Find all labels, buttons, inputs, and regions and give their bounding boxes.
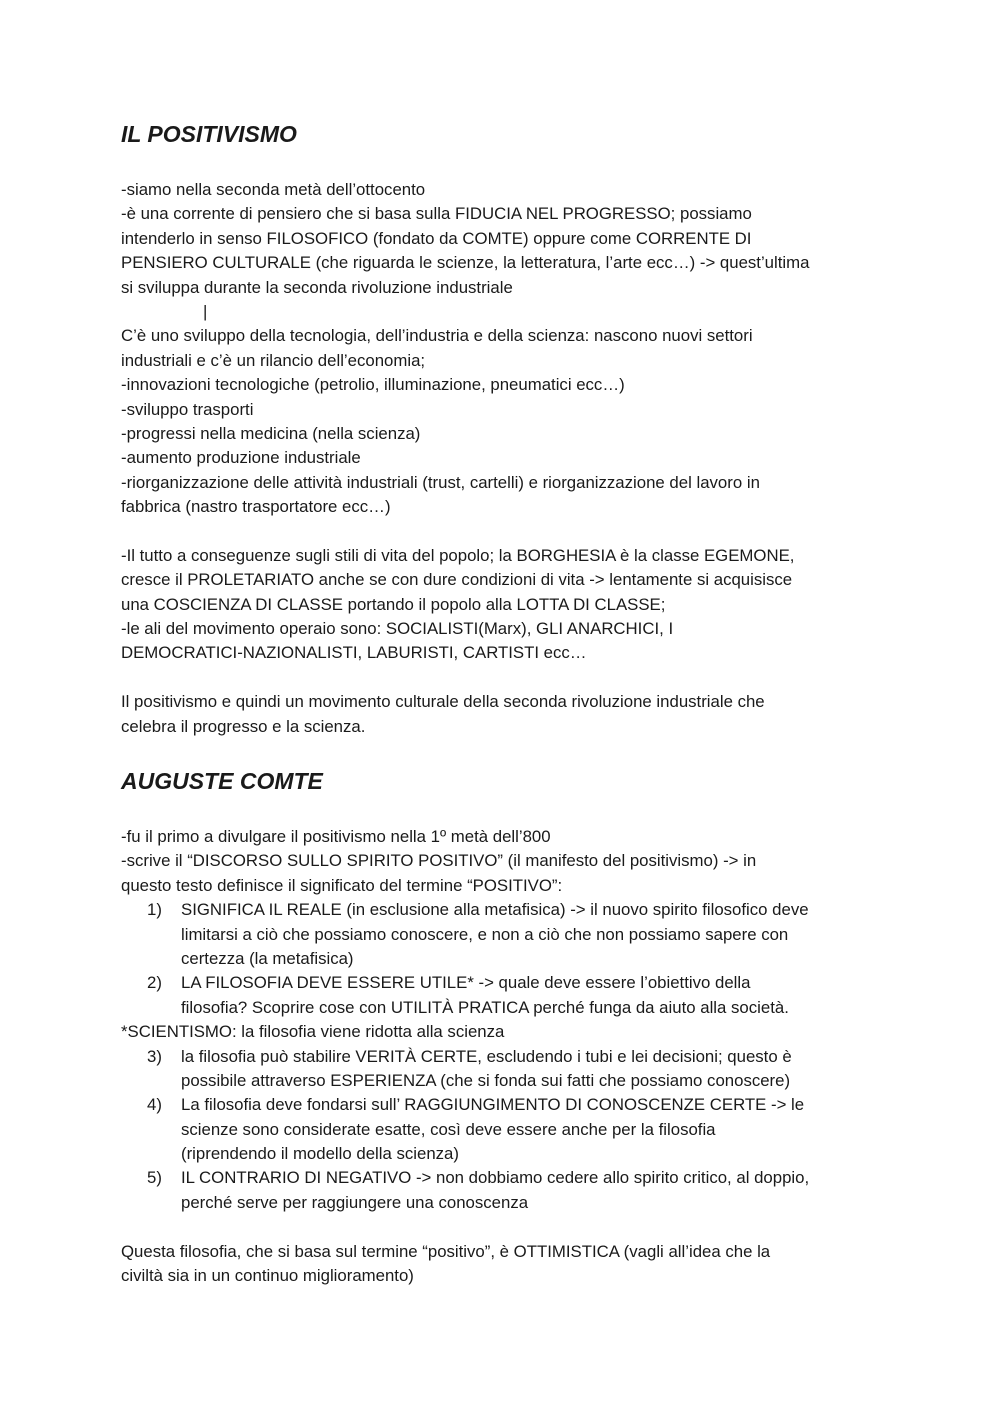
list-item-text: La filosofia deve fondarsi sull’ RAGGIUNGIMENTO DI CONOSCENZE CERTE -> le [181, 1095, 805, 1115]
list-number: 5) [147, 1168, 162, 1188]
text-line: questo testo definisce il significato del termine “POSITIVO”: [121, 875, 563, 895]
blank-line [121, 666, 891, 690]
list-item [121, 1093, 891, 1117]
section-title-positivismo: IL POSITIVISMO [121, 121, 297, 147]
list-item [121, 1166, 891, 1190]
pipe-mark: | [203, 301, 208, 321]
blank-line [121, 519, 891, 543]
blank-line [121, 1215, 891, 1239]
list-item [121, 971, 891, 995]
text-line: -è una corrente di pensiero che si basa sulla FIDUCIA NEL PROGRESSO; possiamo [121, 204, 752, 224]
text-line: industriali e c’è un rilancio dell’economia; [121, 350, 426, 370]
text-line: civiltà sia in un continuo miglioramento) [121, 1266, 414, 1286]
text-line: una COSCIENZA DI CLASSE portando il popolo alla LOTTA DI CLASSE; [121, 594, 666, 614]
text-line: -siamo nella seconda metà dell’ottocento [121, 180, 426, 199]
spacer [121, 797, 891, 825]
text-line: C’è uno sviluppo della tecnologia, dell’industria e della scienza: nascono nuovi settori [121, 326, 753, 346]
list-item-text: IL CONTRARIO DI NEGATIVO -> non dobbiamo cedere allo spirito critico, al doppio, [181, 1168, 810, 1188]
list-number: 2) [147, 973, 162, 993]
list-item-text: limitarsi a ciò che possiamo conoscere, e non a ciò che non possiamo sapere con [181, 924, 789, 944]
list-item-text: possibile attraverso ESPERIENZA (che si fonda sui fatti che possiamo conoscere) [181, 1070, 791, 1090]
list-item-text: (riprendendo il modello della scienza) [181, 1144, 459, 1164]
spacer [121, 739, 891, 765]
text-line: fabbrica (nastro trasportatore ecc…) [121, 497, 391, 517]
document-page [121, 118, 891, 1288]
list-number: 3) [147, 1046, 162, 1066]
list-number: 4) [147, 1095, 162, 1115]
list-item-text: filosofia? Scoprire cose con UTILITÀ PRATICA perché funga da aiuto alla società. [181, 997, 789, 1017]
text-line: -riorganizzazione delle attività industriali (trust, cartelli) e riorganizzazione del lavoro in [121, 472, 760, 492]
list-item [121, 898, 891, 922]
text-line: -scrive il “DISCORSO SULLO SPIRITO POSITIVO” (il manifesto del positivismo) -> in [121, 851, 757, 871]
text-line: intenderlo in senso FILOSOFICO (fondato da COMTE) oppure come CORRENTE DI [121, 228, 752, 248]
text-line: -innovazioni tecnologiche (petrolio, illuminazione, pneumatici ecc…) [121, 375, 625, 395]
text-line: -sviluppo trasporti [121, 399, 254, 419]
list-item-text: la filosofia può stabilire VERITÀ CERTE, escludendo i tubi e lei decisioni; questo è [181, 1046, 792, 1066]
text-line: DEMOCRATICI-NAZIONALISTI, LABURISTI, CARTISTI ecc… [121, 643, 587, 663]
list-item [121, 1045, 891, 1069]
text-line: Il positivismo e quindi un movimento culturale della seconda rivoluzione industriale che [121, 692, 765, 712]
text-line: si sviluppa durante la seconda rivoluzione industriale [121, 277, 513, 297]
list-number: 1) [147, 900, 162, 920]
text-line: Questa filosofia, che si basa sul termine “positivo”, è OTTIMISTICA (vagli all’idea che la [121, 1241, 771, 1261]
spacer [121, 150, 891, 178]
list-item-text: scienze sono considerate esatte, così deve essere anche per la filosofia [181, 1119, 716, 1139]
text-line: -Il tutto a conseguenze sugli stili di vita del popolo; la BORGHESIA è la classe EGEMONE, [121, 545, 795, 565]
section-title-comte: AUGUSTE COMTE [121, 767, 323, 794]
text-line: -progressi nella medicina (nella scienza) [121, 423, 421, 443]
list-item-text: SIGNIFICA IL REALE (in esclusione alla metafisica) -> il nuovo spirito filosofico deve [181, 900, 809, 920]
text-line: -aumento produzione industriale [121, 448, 361, 468]
text-line: -le ali del movimento operaio sono: SOCIALISTI(Marx), GLI ANARCHICI, I [121, 619, 674, 639]
text-line: cresce il PROLETARIATO anche se con dure condizioni di vita -> lentamente si acquisisce [121, 570, 793, 590]
list-item-text: perché serve per raggiungere una conoscenza [181, 1192, 529, 1212]
footnote: *SCIENTISMO: la filosofia viene ridotta alla scienza [121, 1022, 505, 1042]
text-line: -fu il primo a divulgare il positivismo nella 1º metà dell’800 [121, 826, 551, 846]
text-line: celebra il progresso e la scienza. [121, 716, 366, 736]
text-line: PENSIERO CULTURALE (che riguarda le scienze, la letteratura, l’arte ecc…) -> quest’ultima [121, 253, 810, 273]
list-item-text: LA FILOSOFIA DEVE ESSERE UTILE* -> quale deve essere l’obiettivo della [181, 973, 751, 993]
list-item-text: certezza (la metafisica) [181, 948, 354, 968]
